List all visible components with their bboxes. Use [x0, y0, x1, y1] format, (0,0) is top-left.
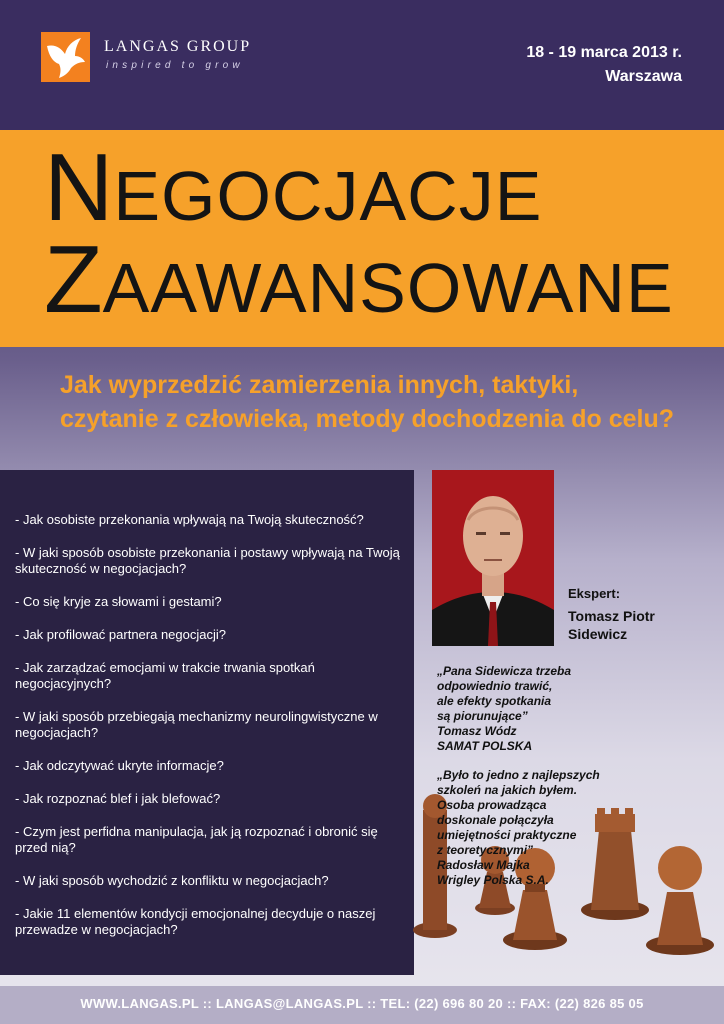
- list-item: - Jak rozpoznać blef i jak blefować?: [15, 791, 221, 806]
- title-line-2-initial: Z: [44, 226, 103, 333]
- subtitle-line-2: czytanie z człowieka, metody dochodzenia do celu?: [60, 405, 675, 433]
- list-item: - W jaki sposób przebiegają mechanizmy neurolingwistyczne w negocjacjach?: [15, 709, 378, 740]
- langas-logo: [41, 32, 90, 82]
- testimonial-line: odpowiednio trawić,: [437, 679, 553, 693]
- expert-name-line-2: Sidewicz: [568, 626, 628, 642]
- event-date: 18 - 19 marca 2013 r.: [526, 44, 682, 61]
- list-item: - Jak zarządzać emocjami w trakcie trwania spotkań negocjacyjnych?: [15, 660, 315, 691]
- list-item: - Co się kryje za słowami i gestami?: [15, 594, 222, 609]
- testimonial-1: [437, 664, 657, 754]
- list-item: - Jak profilować partnera negocjacji?: [15, 627, 226, 642]
- testimonial-company: Wrigley Polska S.A.: [437, 873, 549, 887]
- expert-name-line-1: Tomasz Piotr: [568, 608, 655, 624]
- testimonial-line: „Było to jedno z najlepszych: [437, 768, 600, 782]
- expert-label: Ekspert:: [568, 586, 621, 601]
- subtitle: [60, 368, 710, 436]
- testimonial-line: ale efekty spotkania: [437, 694, 552, 708]
- testimonial-line: szkoleń na jakich byłem.: [437, 783, 578, 797]
- testimonial-line: są piorunujące”: [437, 709, 528, 723]
- title-line-1-initial: N: [44, 134, 114, 241]
- list-item: - Czym jest perfidna manipulacja, jak ją rozpoznać i obronić się przed nią?: [15, 824, 378, 855]
- list-item: - W jaki sposób osobiste przekonania i postawy wpływają na Twoją skuteczność w negocjacjach?: [15, 545, 400, 576]
- testimonial-author: Radosław Majka: [437, 858, 530, 872]
- testimonial-author: Tomasz Wódz: [437, 724, 517, 738]
- list-item: - W jaki sposób wychodzić z konfliktu w negocjacjach?: [15, 873, 329, 888]
- brand-name: LANGAS GROUP: [104, 38, 252, 55]
- portrait-illustration: [432, 470, 554, 646]
- list-item: - Jak odczytywać ukryte informacje?: [15, 758, 224, 773]
- brand-tagline: inspired to grow: [106, 60, 244, 71]
- questions-list: [15, 512, 407, 955]
- title-line-2-rest: AAWANSOWANE: [102, 249, 674, 327]
- list-item: - Jakie 11 elementów kondycji emocjonalnej decyduje o naszej przewadze w negocjacjach?: [15, 906, 376, 937]
- title-line-1-rest: EGOCJACJE: [113, 157, 543, 235]
- bird-icon: [41, 32, 90, 82]
- title-line-1: [44, 134, 543, 241]
- testimonial-line: doskonale połączyła: [437, 813, 554, 827]
- expert-portrait: [432, 470, 554, 646]
- title-line-2: [44, 226, 674, 333]
- event-city: Warszawa: [605, 68, 682, 85]
- testimonial-2: [437, 768, 657, 888]
- subtitle-line-1: Jak wyprzedzić zamierzenia innych, taktyki,: [60, 371, 579, 399]
- testimonial-line: umiejętności praktyczne: [437, 828, 577, 842]
- contact-footer: WWW.LANGAS.PL :: LANGAS@LANGAS.PL :: TEL: (22) 696 80 20 :: FAX: (22) 826 85 05: [80, 996, 644, 1011]
- testimonial-line: „Pana Sidewicza trzeba: [437, 664, 572, 678]
- testimonial-line: z teoretycznymi”: [437, 843, 534, 857]
- testimonial-company: SAMAT POLSKA: [437, 739, 533, 753]
- testimonial-line: Osoba prowadząca: [437, 798, 547, 812]
- expert-name: [568, 607, 708, 643]
- list-item: - Jak osobiste przekonania wpływają na Twoją skuteczność?: [15, 512, 364, 527]
